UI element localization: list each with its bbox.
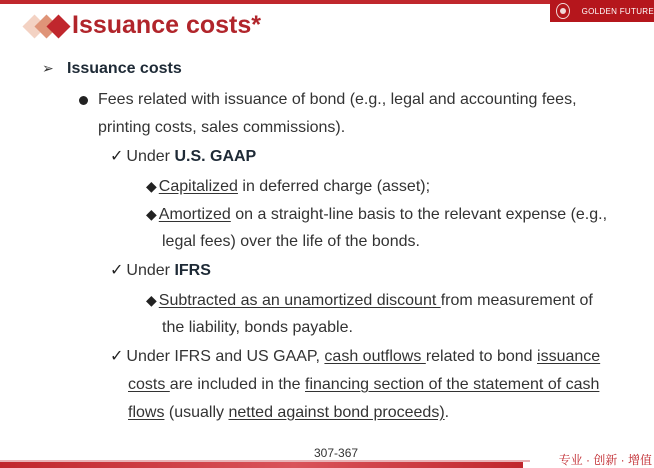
diamond-bullet-icon: ◆	[146, 178, 157, 194]
ifrs-item-line2: the liability, bonds payable.	[162, 319, 353, 336]
footer-slogan: 专业 · 创新 · 增值	[555, 452, 654, 468]
round-bullet-icon	[79, 96, 88, 105]
bullet-text-line2: printing costs, sales commissions).	[98, 119, 346, 136]
section-heading: Issuance costs	[67, 60, 182, 77]
usgaap-item-amortized-line2: legal fees) over the life of the bonds.	[162, 233, 420, 250]
slide-title: Issuance costs*	[72, 11, 261, 39]
checkmark-icon: ✓	[110, 348, 124, 365]
checkmark-icon: ✓	[110, 262, 124, 279]
diamond-bullet-icon: ◆	[146, 292, 157, 308]
checkmark-icon: ✓	[110, 148, 124, 165]
bullet-text-line1: Fees related with issuance of bond (e.g., legal and accounting fees,	[98, 91, 577, 108]
both-line3: flows (usually netted against bond proceeds).	[128, 404, 450, 421]
page-number: 307-367	[314, 446, 359, 460]
brand-logo	[550, 0, 654, 22]
both-line2: costs are included in the financing section of the statement of cash	[128, 376, 600, 393]
logo-text: GOLDEN FUTURE	[581, 6, 654, 16]
arrow-bullet-icon: ➢	[42, 60, 54, 76]
usgaap-item-amortized: ◆ Amortized on a straight-line basis to the relevant expense (e.g.,	[146, 206, 608, 223]
ifrs-item-subtracted: ◆ Subtracted as an unamortized discount from measurement of	[146, 292, 593, 309]
seal-icon	[556, 3, 570, 19]
both-line1: ✓ Under IFRS and US GAAP, cash outflows related to bond issuance	[110, 348, 601, 365]
diamond-bullet-icon: ◆	[146, 206, 157, 222]
usgaap-heading: ✓ Under U.S. GAAP	[110, 148, 257, 165]
usgaap-item-capitalized: ◆ Capitalized in deferred charge (asset);	[146, 178, 431, 195]
ifrs-heading: ✓ Under IFRS	[110, 262, 211, 279]
